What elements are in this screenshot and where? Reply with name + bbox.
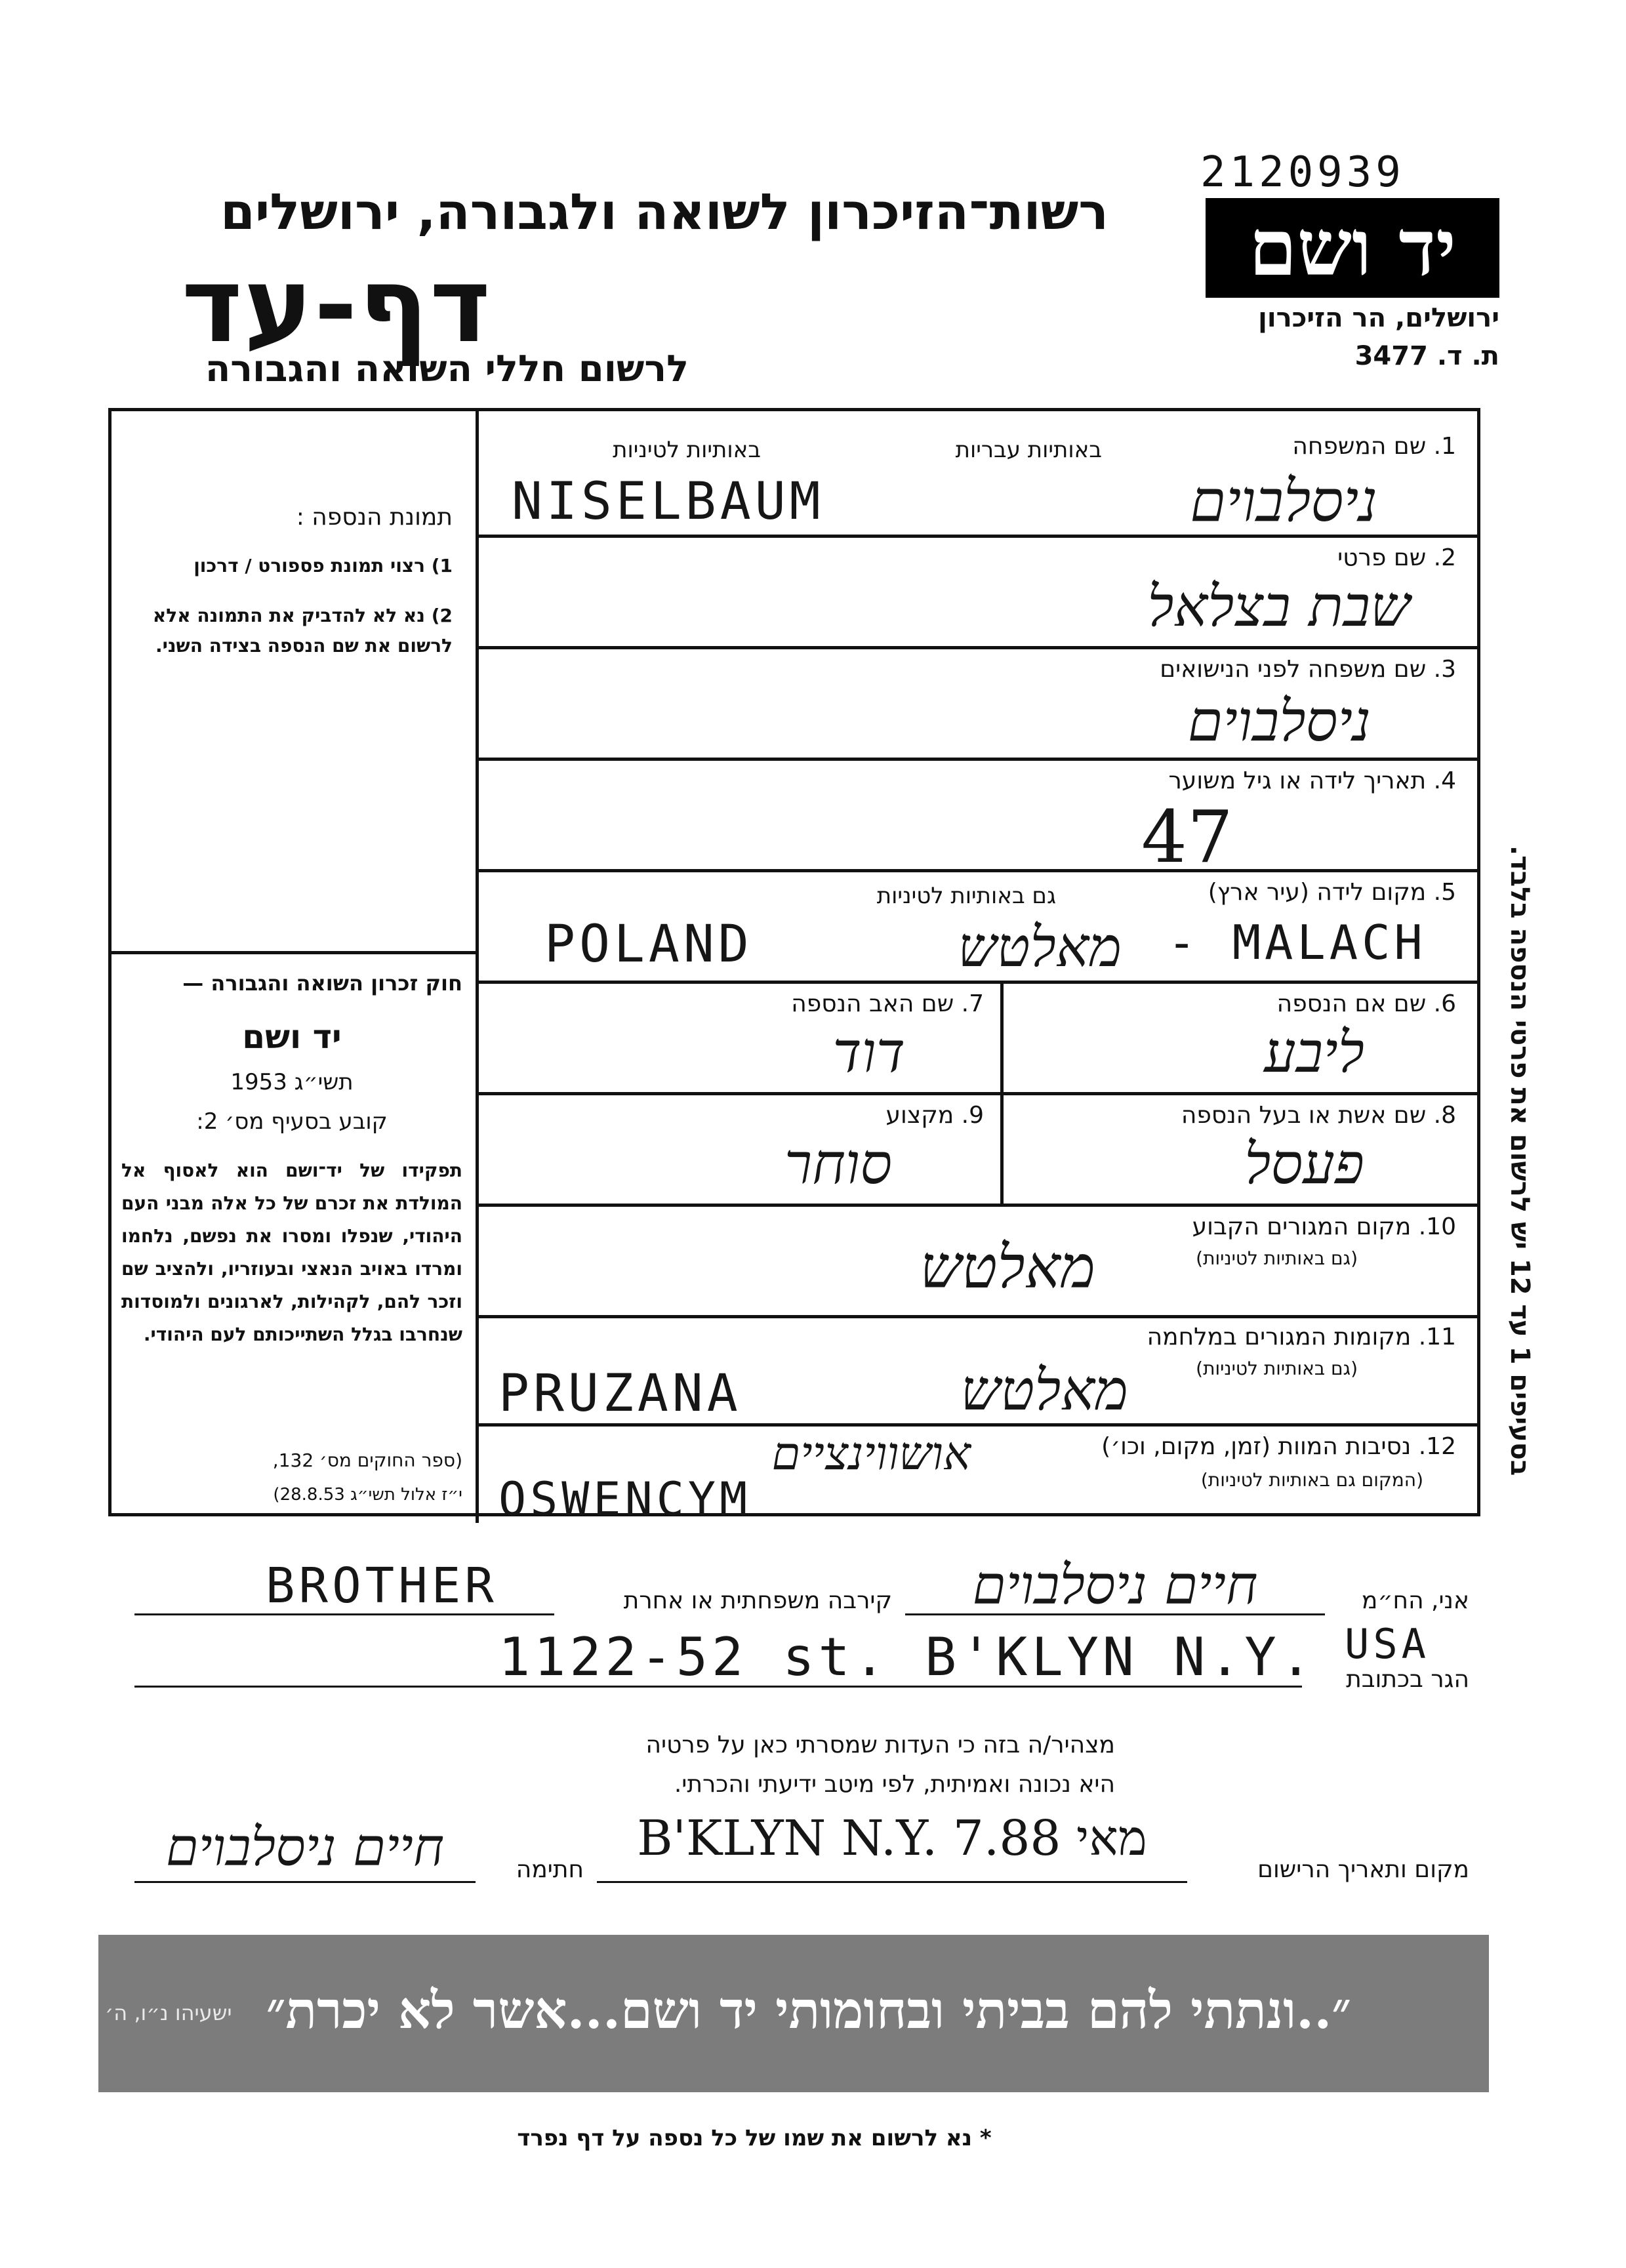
document-number: 2120939 [1200,148,1405,197]
field-2-label: 2. שם פרטי [1337,544,1456,571]
signature-label: חתימה [516,1856,584,1883]
field-12-hint: (המקום גם באותיות לטיניות) [1200,1469,1423,1491]
field-5-hint: גם באותיות לטיניות [876,883,1056,909]
field-5-value-hebrew: מאלטש [958,915,1122,979]
column-divider [1000,981,1004,1204]
declarant-label: אני, הח״מ [1361,1587,1469,1614]
law-reference: (ספר החוקים מס׳ 132, [272,1449,462,1471]
law-title: חוק זכרון השואה והגבורה — [182,971,462,996]
field-12-value-hebrew: אושווינציים [771,1427,971,1480]
field-11-hint: (גם באותיות לטיניות) [1196,1358,1358,1379]
footnote: * נא לרשום את שמו של כל נספה על דף נפרד [517,2125,992,2151]
field-10-hint: (גם באותיות לטיניות) [1196,1247,1358,1269]
form-subtitle: לרשום חללי השואה והגבורה [205,348,689,390]
row-divider [479,981,1480,984]
signature-value: חיים ניסלבוים [165,1817,445,1878]
field-11-value-hebrew: מאלטש [960,1358,1128,1423]
address-country: USA [1345,1620,1430,1668]
field-10-label: 10. מקום המגורים הקבוע [1192,1213,1456,1240]
field-5-label: 5. מקום לידה (עיר ארץ) [1208,879,1456,906]
field-1-value-latin: NISELBAUM [512,472,824,531]
field-7-label: 7. שם האב הנספה [791,990,984,1017]
field-3-label: 3. שם משפחה לפני הנישואים [1160,656,1456,683]
field-12-label: 12. נסיבות המוות (זמן, מקום, וכו׳) [1101,1433,1456,1460]
field-1-value-hebrew: ניסלבוים [1190,467,1377,535]
row-divider [479,758,1480,761]
field-1-label: 1. שם המשפחה [1292,433,1456,460]
banner-quote: ״..ונתתי להם בביתי ובחומותי יד ושם...אשר לא יכרת״ [266,1981,1351,2040]
field-1-latin-hint: באותיות לטיניות [613,437,761,463]
row-divider [479,646,1480,649]
field-2-value: שבת בצלאל [1147,574,1410,639]
field-12-value-latin: OSWENCYM [498,1472,752,1526]
field-6-label: 6. שם אם הנספה [1276,990,1456,1017]
org-address: ירושלים, הר הזיכרון [1258,303,1499,333]
field-11-value-latin: PRUZANA [498,1364,742,1423]
signature-line [134,1881,476,1883]
row-divider [479,1204,1480,1207]
field-5-value-latin: POLAND [544,915,753,974]
place-date-line [597,1881,1187,1883]
law-year: תשי״ג 1953 [230,1069,354,1095]
side-note: בסעיפים 1 עד 12 יש לרשום את פרטי הנספה בלבד. [1505,845,1535,1476]
field-8-value: פעסל [1244,1131,1364,1197]
row-divider [479,869,1480,872]
place-date-label: מקום ותאריך הרישום [1257,1856,1469,1883]
photo-note-1: 1) רצוי תמונת פספורט / דרכון [193,555,453,577]
law-reference-date: י״ז אלול תשי״ג 28.8.53) [273,1485,462,1505]
relation-value: BROTHER [266,1558,498,1614]
field-5-value-latin-2: - MALACH [1168,915,1427,970]
statement-line-1: מצהיר/ה בזה כי העדות שמסרתי כאן על פרטיה [645,1731,1115,1758]
row-divider [479,1315,1480,1318]
field-6-value: ליבע [1264,1020,1364,1085]
field-4-value: 47 [1141,795,1233,879]
field-11-label: 11. מקומות המגורים במלחמה [1147,1324,1456,1350]
photo-title: תמונת הנספה : [296,504,453,531]
banner-source: ישעיהו נ״ו, ה׳ [105,2000,232,2025]
law-org: יד ושם [242,1018,342,1056]
org-pobox: ת. ד. 3477 [1354,341,1499,371]
place-date-value: B'KLYN N.Y. מאי 7.88 [637,1810,1147,1867]
statement-line-2: היא נכונה ואמיתית, לפי מיטב ידיעתי והכרתי. [674,1771,1115,1798]
left-column-divider [108,951,479,954]
law-section: קובע בסעיף מס׳ 2: [196,1108,388,1135]
field-4-label: 4. תאריך לידה או גיל משוער [1168,767,1456,794]
address-label: הגר בכתובת [1346,1666,1469,1693]
law-text: תפקידו של יד־ושם הוא לאסוף אל המולדת את זכרם של כל אלה מבני העם היהודי, שנפלו ומסרו את נפשם, נלחמו ומרדו באויב הנאצי ובעוזריו, ולהציב שם וזכר להם, לקהילות, לארגונים ולמוסדות שנחרבו בגלל השתייכותם לעם היהודי. [121,1160,462,1345]
field-1-hebrew-hint: באותיות עבריות [955,437,1102,463]
field-7-value: דוד [832,1020,905,1085]
relation-label: קירבה משפחתית או אחרת [623,1587,892,1614]
address-value: 1122-52 st. B'KLYN N.Y. [498,1627,1316,1688]
row-divider [479,1092,1480,1095]
declarant-value: חיים ניסלבוים [972,1554,1258,1617]
yad-vashem-logo: יד ושם [1206,198,1499,298]
field-9-value: סוחר [784,1131,892,1197]
authority-title: רשות־הזיכרון לשואה ולגבורה, ירושלים [220,182,1108,241]
field-8-label: 8. שם אשת או בעל הנספה [1181,1102,1456,1129]
field-9-label: 9. מקצוע [885,1102,984,1129]
field-3-value: ניסלבוים [1187,689,1371,754]
row-divider [479,1423,1480,1427]
photo-note-2: 2) נא לא להדביק את התמונה אלא לרשום את שם הנספה בצידה השני. [152,605,453,657]
field-10-value: מאלטש [920,1233,1095,1302]
form-title: דף-עד [181,245,492,366]
